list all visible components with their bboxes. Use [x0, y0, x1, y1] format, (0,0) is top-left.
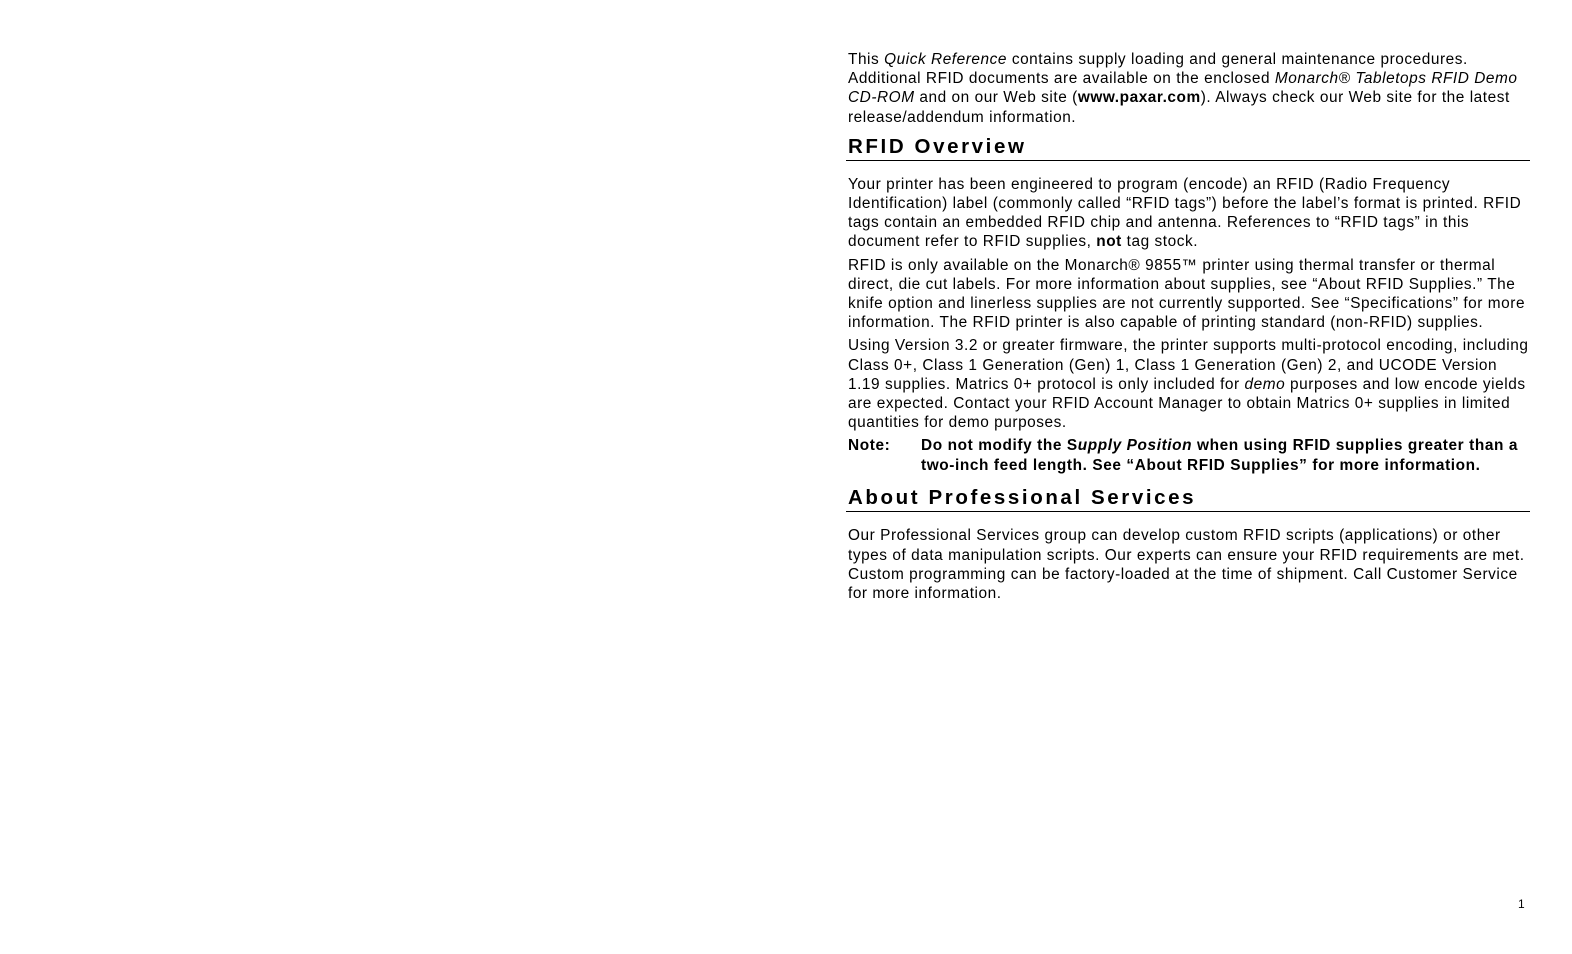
note-text-2: when using RFID supplies greater than a two-inch feed length. See “About RFID Supplies” for more information. — [921, 437, 1519, 475]
intro-paragraph — [848, 50, 1530, 127]
intro-text-1: This — [848, 51, 885, 68]
overview-p3-italic: demo — [1244, 375, 1286, 393]
intro-text-3: and on our Web site ( — [914, 89, 1078, 107]
intro-text-4: ). Always check our Web site for the latest release/addendum information. — [848, 89, 1510, 126]
intro-text-2: contains supply loading and general maintenance procedures. Additional RFID documents are available on the enclosed — [848, 51, 1468, 88]
document-column — [848, 50, 1530, 607]
note-italic: upply Position — [1077, 437, 1193, 455]
overview-p1-text-2: tag stock. — [1121, 233, 1199, 251]
rfid-overview-paragraph-2: RFID is only available on the Monarch® 9855™ printer using thermal transfer or thermal direct, die cut labels. For more information about supplies, see “About RFID Supplies.” The knife option and linerless supplies are not currently supported. See “Specifications” for more information. The RFID printer is also capable of printing standard (non-RFID) supplies. — [848, 256, 1526, 332]
overview-p3-text-1: Using Version 3.2 or greater firmware, the printer supports multi-protocol encoding, including Class 0+, Class 1 Generation (Gen) 1, Class 1 Generation (Gen) 2, and UCODE Version 1.19 supplies. Matrics 0+ protocol is only included for — [848, 337, 1529, 393]
rfid-overview-heading: RFID Overview — [846, 135, 1530, 161]
note-text-1: Do not modify the S — [921, 437, 1078, 455]
rfid-overview-paragraph-3 — [848, 336, 1530, 432]
overview-p3-text-2: purposes and low encode yields are expected. Contact your RFID Account Manager to obtain Matrics 0+ supplies in limited quantities for demo purposes. — [848, 375, 1526, 432]
note-text — [921, 436, 1530, 476]
cd-rom-title: Monarch® Tabletops RFID Demo CD-ROM — [848, 70, 1518, 107]
page-number: 1 — [1518, 897, 1525, 911]
professional-services-heading: About Professional Services — [846, 486, 1530, 512]
rfid-overview-paragraph-1 — [848, 175, 1530, 252]
overview-p1-text-1: Your printer has been engineered to program (encode) an RFID (Radio Frequency Identification) label (commonly called “RFID tags”) before the label’s format is printed. RFID tags contain an embedded RFID chip and antenna. References to “RFID tags” in this document refer to RFID supplies, — [848, 175, 1522, 251]
professional-services-paragraph: Our Professional Services group can develop custom RFID scripts (applications) or other types of data manipulation scripts. Our experts can ensure your RFID requirements are met. Custom programming can be factory-loaded at the time of shipment. Call Customer Service for more information. — [848, 527, 1525, 603]
quick-reference-title: Quick Reference — [884, 51, 1007, 68]
overview-p1-bold: not — [1096, 233, 1122, 251]
note-label: Note: — [848, 437, 891, 455]
website-url: www.paxar.com — [1077, 89, 1201, 107]
supply-position-note — [848, 436, 1530, 476]
